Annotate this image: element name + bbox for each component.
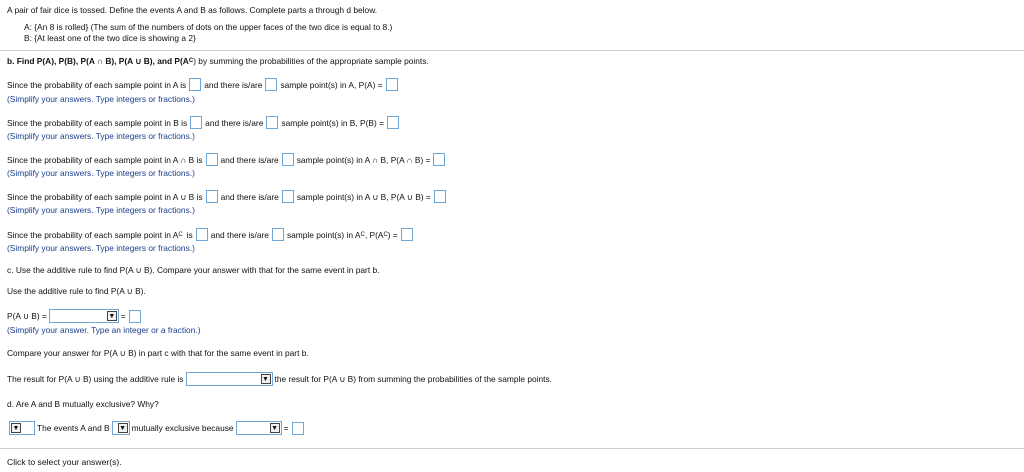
q4-pre: Since the probability of each sample point in A ∪ B is xyxy=(7,191,203,202)
pb-input[interactable] xyxy=(387,116,399,129)
q4-prob-input[interactable] xyxy=(206,190,218,203)
intro-label: A pair of fair dice is tossed. Define the events A and B as follows. Complete parts a through d below. xyxy=(7,5,378,15)
use-rule-text xyxy=(7,286,146,296)
q5-post3: ) = xyxy=(387,229,398,240)
q1-count-input[interactable] xyxy=(265,78,277,91)
q1-pre: Since the probability of each sample point in A is xyxy=(7,79,187,90)
q5-is: is xyxy=(186,229,193,240)
pa-union-b-input[interactable] xyxy=(434,190,446,203)
q4-and-there: and there is/are xyxy=(220,191,279,202)
chevron-down-icon: ▼ xyxy=(119,424,127,432)
result-row xyxy=(7,372,552,386)
q5-hint xyxy=(7,243,195,253)
q5-pre: Since the probability of each sample point in A xyxy=(7,229,179,240)
q3-hint-label: (Simplify your answers. Type integers or fractions.) xyxy=(7,168,195,178)
result-pre: The result for P(A ∪ B) using the additive rule is xyxy=(7,374,184,384)
part-d-row xyxy=(7,421,307,435)
chevron-down-icon: ▼ xyxy=(262,375,269,383)
q5-post: sample point(s) in A xyxy=(286,229,361,240)
q4-hint-label: (Simplify your answers. Type integers or fractions.) xyxy=(7,205,195,215)
question-pa-intersect-b xyxy=(7,153,448,166)
q2-and-there: and there is/are xyxy=(205,117,264,128)
reason-input[interactable] xyxy=(292,422,304,435)
q4-hint xyxy=(7,205,195,215)
chevron-down-icon: ▼ xyxy=(108,312,116,320)
result-post: the result for P(A ∪ B) from summing the probabilities of the sample points. xyxy=(274,374,553,384)
event-a-label: A: {An 8 is rolled} (The sum of the numbers of dots on the upper faces of the two dice is equal to 8.) xyxy=(24,22,393,32)
result-dropdown[interactable] xyxy=(186,372,273,386)
part-c-heading xyxy=(7,265,379,275)
events-label: The events A and B xyxy=(37,423,110,433)
q2-post: sample point(s) in B, P(B) = xyxy=(281,117,385,128)
q5-count-input[interactable] xyxy=(272,228,284,241)
compare-label: Compare your answer for P(A ∪ B) in part c with that for the same event in part b. xyxy=(7,348,309,358)
events-dropdown[interactable] xyxy=(9,421,35,435)
q2-prob-input[interactable] xyxy=(190,116,202,129)
part-d-label: d. Are A and B mutually exclusive? Why? xyxy=(7,399,159,409)
q2-hint xyxy=(7,131,195,141)
pab-formula-dropdown[interactable] xyxy=(49,309,119,323)
q3-pre: Since the probability of each sample point in A ∩ B is xyxy=(7,154,203,165)
question-pa xyxy=(7,78,401,91)
pa-complement-input[interactable] xyxy=(401,228,413,241)
status-text: Click to select your answer(s). xyxy=(7,457,122,467)
part-d-heading xyxy=(7,399,159,409)
part-c-label: c. Use the additive rule to find P(A ∪ B). Compare your answer with that for the same event in part b. xyxy=(7,265,380,275)
reason-dropdown[interactable] xyxy=(236,421,282,435)
q3-hint xyxy=(7,168,195,178)
q3-count-input[interactable] xyxy=(282,153,294,166)
event-b-definition xyxy=(24,33,196,43)
status-bar xyxy=(0,448,1024,472)
reason-equals: = xyxy=(283,423,289,433)
part-b-label: b. Find P(A), P(B), P(A ∩ B), P(A ∪ B), and P(A xyxy=(7,56,189,66)
q2-count-input[interactable] xyxy=(266,116,278,129)
chevron-down-icon: ▼ xyxy=(12,424,20,432)
pa-intersect-b-input[interactable] xyxy=(433,153,445,166)
q5-and-there: and there is/are xyxy=(210,229,269,240)
pab-additive-input[interactable] xyxy=(129,310,141,323)
q5-prob-input[interactable] xyxy=(196,228,208,241)
q1-hint xyxy=(7,94,195,104)
pab-hint-label: (Simplify your answer. Type an integer or a fraction.) xyxy=(7,325,201,335)
pab-additive-row xyxy=(7,309,144,323)
intro-text xyxy=(7,5,377,15)
q2-hint-label: (Simplify your answers. Type integers or fractions.) xyxy=(7,131,195,141)
part-b-end-label: ) by summing the probabilities of the appropriate sample points. xyxy=(193,56,429,66)
question-pa-complement: Since the probability of each sample point in A C is and there is/are sample point(s) in A C , P(A C ) = xyxy=(7,228,416,241)
q4-count-input[interactable] xyxy=(282,190,294,203)
event-b-label: B: {At least one of the two dice is showing a 2} xyxy=(24,33,196,43)
q3-and-there: and there is/are xyxy=(220,154,279,165)
chevron-down-icon: ▼ xyxy=(271,424,279,432)
q1-post: sample point(s) in A, P(A) = xyxy=(280,79,383,90)
mutually-dropdown[interactable] xyxy=(112,421,130,435)
q2-pre: Since the probability of each sample point in B is xyxy=(7,117,188,128)
divider xyxy=(0,50,1024,51)
q1-prob-input[interactable] xyxy=(189,78,201,91)
q1-hint-label: (Simplify your answers. Type integers or fractions.) xyxy=(7,94,195,104)
q5-post2: , P(A xyxy=(364,229,384,240)
q5-hint-label: (Simplify your answers. Type integers or fractions.) xyxy=(7,243,195,253)
question-pb xyxy=(7,116,402,129)
part-b-heading: b. Find P(A), P(B), P(A ∩ B), P(A ∪ B), and P(A C ) by summing the probabilities of the appropriate sample points. xyxy=(7,56,429,66)
event-a-definition xyxy=(24,22,392,32)
pab-hint xyxy=(7,325,201,335)
question-pa-union-b xyxy=(7,190,449,203)
q1-and-there: and there is/are xyxy=(204,79,263,90)
mutually-label: mutually exclusive because xyxy=(131,423,234,433)
q3-post: sample point(s) in A ∩ B, P(A ∩ B) = xyxy=(296,154,431,165)
compare-text xyxy=(7,348,309,358)
q4-post: sample point(s) in A ∪ B, P(A ∪ B) = xyxy=(296,191,431,202)
pab-label: P(A ∪ B) = xyxy=(7,311,47,321)
use-rule-label: Use the additive rule to find P(A ∪ B). xyxy=(7,286,146,296)
q3-prob-input[interactable] xyxy=(206,153,218,166)
pa-input[interactable] xyxy=(386,78,398,91)
pab-equals: = xyxy=(120,311,126,321)
